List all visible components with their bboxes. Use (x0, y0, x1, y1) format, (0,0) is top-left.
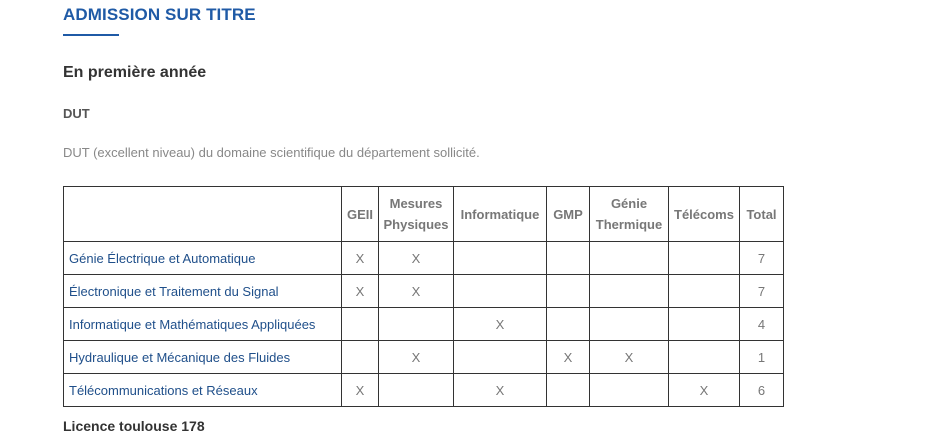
table-cell (454, 341, 547, 374)
column-header: Mesures Physiques (379, 187, 454, 242)
column-header: Informatique (454, 187, 547, 242)
table-cell (669, 275, 740, 308)
table-cell: X (454, 308, 547, 341)
intro-text: DUT (excellent niveau) du domaine scientifique du département sollicité. (63, 145, 480, 160)
table-cell (669, 242, 740, 275)
table-row (64, 341, 784, 374)
table-cell: X (379, 341, 454, 374)
table-cell: 7 (740, 242, 784, 275)
column-header: Génie Thermique (590, 187, 669, 242)
table-cell: X (379, 275, 454, 308)
table-cell: X (454, 374, 547, 407)
table-cell (547, 275, 590, 308)
table-cell: 6 (740, 374, 784, 407)
table-row (64, 242, 784, 275)
next-section-heading-cut: Licence toulouse 178 (63, 418, 205, 434)
column-header: Total (740, 187, 784, 242)
table-cell (342, 341, 379, 374)
table-cell (590, 275, 669, 308)
table-header-row (64, 187, 784, 242)
table-cell (669, 308, 740, 341)
minor-heading: DUT (63, 106, 90, 121)
table-cell (547, 308, 590, 341)
row-label: Électronique et Traitement du Signal (64, 275, 342, 308)
row-label: Télécommunications et Réseaux (64, 374, 342, 407)
row-label: Génie Électrique et Automatique (64, 242, 342, 275)
table-row (64, 374, 784, 407)
table-cell (547, 374, 590, 407)
table-cell: X (547, 341, 590, 374)
table-cell: 4 (740, 308, 784, 341)
table-row (64, 275, 784, 308)
table-cell: X (379, 242, 454, 275)
table-cell (454, 275, 547, 308)
table-cell: X (669, 374, 740, 407)
table-row (64, 308, 784, 341)
table-cell: 1 (740, 341, 784, 374)
table-cell (342, 308, 379, 341)
table-cell: 7 (740, 275, 784, 308)
table-cell (454, 242, 547, 275)
table-cell (590, 242, 669, 275)
table-cell (590, 374, 669, 407)
column-header: Télécoms (669, 187, 740, 242)
row-label: Hydraulique et Mécanique des Fluides (64, 341, 342, 374)
table-cell (669, 341, 740, 374)
row-label: Informatique et Mathématiques Appliquées (64, 308, 342, 341)
table-cell (547, 242, 590, 275)
title-underline (63, 34, 119, 36)
section-title: ADMISSION SUR TITRE (63, 5, 256, 24)
column-header: GEII (342, 187, 379, 242)
table-cell (590, 308, 669, 341)
column-header (64, 187, 342, 242)
table-cell: X (590, 341, 669, 374)
admission-table (63, 186, 784, 407)
column-header: GMP (547, 187, 590, 242)
table-cell: X (342, 275, 379, 308)
table-cell: X (342, 374, 379, 407)
table-cell (379, 308, 454, 341)
table-cell (379, 374, 454, 407)
table-cell: X (342, 242, 379, 275)
subheading: En première année (63, 64, 207, 81)
